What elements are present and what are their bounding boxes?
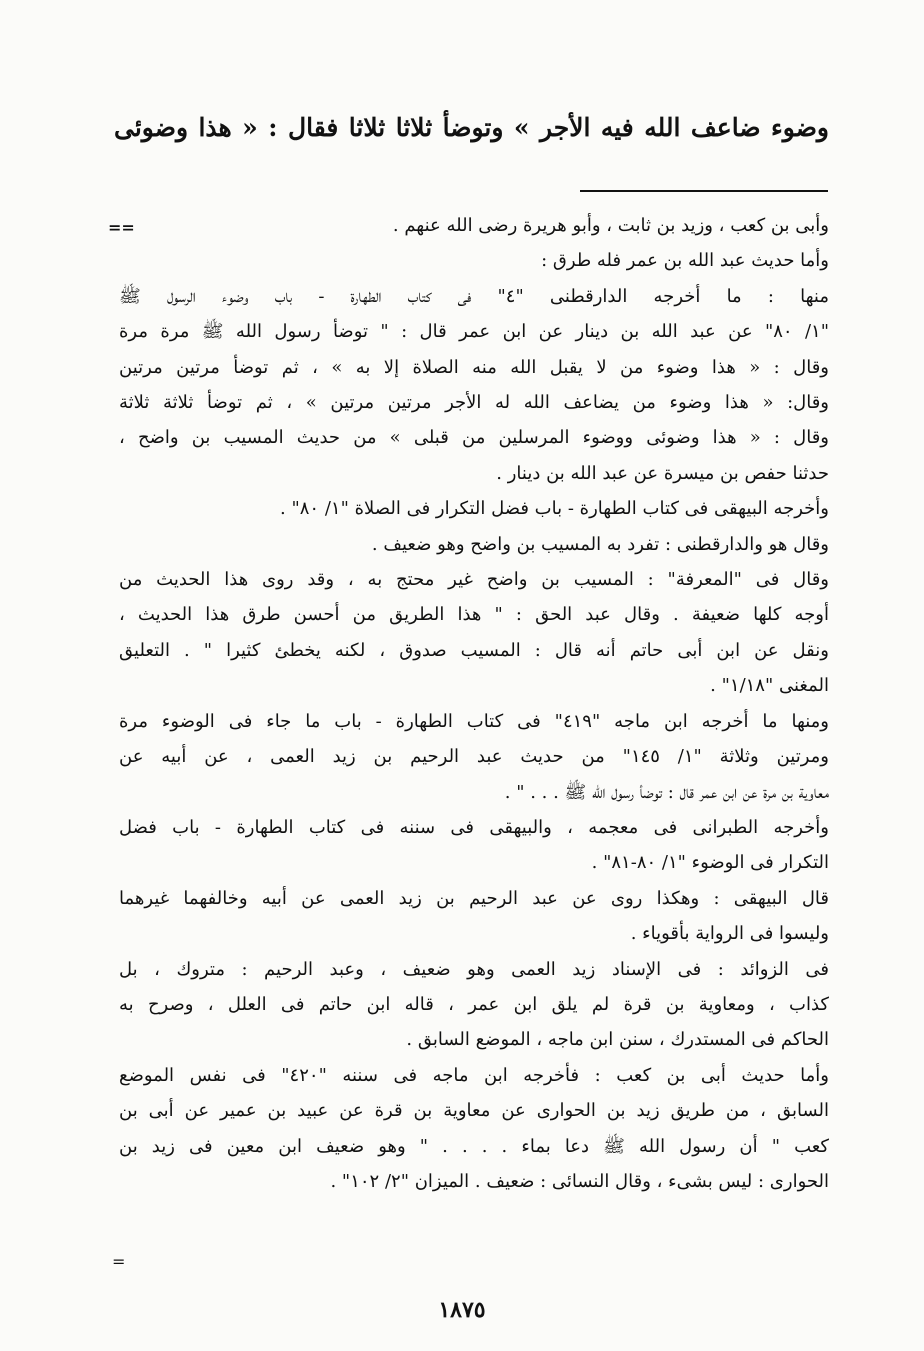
footnote-line: ونقل عن ابن أبى حاتم أنه قال : المسيب صدوق ، لكنه يخطئ كثيرا " . التعليق [119, 639, 829, 661]
footnote-line: السابق ، من طريق زيد بن الحوارى عن معاوية بن قرة عن عبيد بن عمير عن أبى بن [119, 1100, 829, 1122]
footnote-line: المغنى "١/١٨" . [710, 675, 829, 697]
footnote-line: وقال فى "المعرفة" : المسيب بن واضح غير محتج به ، وقد روى هذا الحديث من [119, 569, 829, 591]
footnote-line: وأما حديث أبى بن كعب : فأخرجه ابن ماجه فى سننه "٤٢٠" فى نفس الموضع [119, 1064, 830, 1086]
page-number: ١٨٧٥ [438, 1297, 486, 1323]
footnote-line: وأما حديث عبد الله بن عمر فله طرق : [541, 250, 829, 272]
footnote-line: "١/ ٨٠" عن عبد الله بن دينار عن ابن عمر قال : " توضأ رسول الله ﷺ مرة مرة [119, 321, 829, 343]
footnote-line: التكرار فى الوضوء "١/ ٨٠-٨١" . [591, 852, 829, 874]
footnote-line: قال البيهقى : وهكذا روى عن عبد الرحيم بن زيد العمى عن أبيه وخالفهما غيرهما [119, 887, 829, 909]
footnote-line: وقال : « هذا وضوئى ووضوء المرسلين من قبلى » من حديث المسيب بن واضح ، [119, 427, 829, 449]
footnote-line: الحاكم فى المستدرك ، سنن ابن ماجه ، الموضع السابق . [406, 1029, 829, 1051]
continuation-mark-bottom: = [112, 1252, 126, 1271]
footnote-line: وقال : « هذا وضوء من لا يقبل الله منه الصلاة إلا به » ، ثم توضأ مرتين مرتين [119, 356, 829, 378]
footnote-line: وأبى بن كعب ، وزيد بن ثابت ، وأبو هريرة رضى الله عنهم . [392, 215, 829, 236]
footnote-line: وقال: « هذا وضوء من يضاعف الله له الأجر مرتين مرتين » ، ثم توضأ ثلاثة ثلاثة [119, 392, 829, 414]
footnote-line: وأخرجه البيهقى فى كتاب الطهارة - باب فضل التكرار فى الصلاة "١/ ٨٠" . [280, 498, 829, 520]
footnote-line: وقال هو والدارقطنى : تفرد به المسيب بن واضح وهو ضعيف . [371, 533, 829, 555]
footnote-line: وليسوا فى الرواية بأقوياء . [630, 923, 829, 945]
footnote-line: ومرتين وثلاثة "١/ ١٤٥" من حديث عبد الرحيم بن زيد العمى ، عن أبيه عن [119, 746, 830, 768]
footnote-separator [580, 190, 828, 192]
footnote-line: حدثنا حفص بن ميسرة عن عبد الله بن دينار . [496, 462, 829, 484]
footnote-line: كذاب ، ومعاوية بن قرة لم يلق ابن عمر ، قاله ابن حاتم فى العلل ، وصرح به [119, 993, 829, 1015]
footnote-line: ومنها ما أخرجه ابن ماجه "٤١٩" فى كتاب الطهارة - باب ما جاء فى الوضوء مرة [119, 710, 830, 732]
footnote-line: وأخرجه الطبرانى فى معجمه ، والبيهقى فى سننه فى كتاب الطهارة - باب فضل [119, 816, 829, 838]
footnote-line: أوجه كلها ضعيفة . وقال عبد الحق : " هذا الطريق من أحسن طرق هذا الحديث ، [119, 604, 829, 626]
footnotes [119, 208, 829, 1199]
footnote-line: الحوارى : ليس بشىء ، وقال النسائى : ضعيف . الميزان "٢/ ١٠٢" . [330, 1170, 829, 1192]
continuation-mark-top: == [108, 218, 135, 237]
footnote-line: معاوية بن مرة عن ابن عمر قال : توضأ رسول الله ﷺ . . . " . [504, 781, 829, 803]
footnote-line: فى الزوائد : فى الإسناد زيد العمى وهو ضعيف ، وعبد الرحيم : متروك ، بل [119, 958, 829, 980]
main-text-line: وضوء ضاعف الله فيه الأجر » وتوضأ ثلاثا ثلاثا فقال : « هذا وضوئى [114, 113, 829, 142]
footnote-line: منها : ما أخرجه الدارقطنى "٤" فى كتاب الطهارة - باب وضوء الرسول ﷺ [119, 285, 830, 307]
footnote-line: كعب " أن رسول الله ﷺ دعا بماء . . . . " وهو ضعيف ابن معين فى زيد بن [119, 1135, 829, 1157]
